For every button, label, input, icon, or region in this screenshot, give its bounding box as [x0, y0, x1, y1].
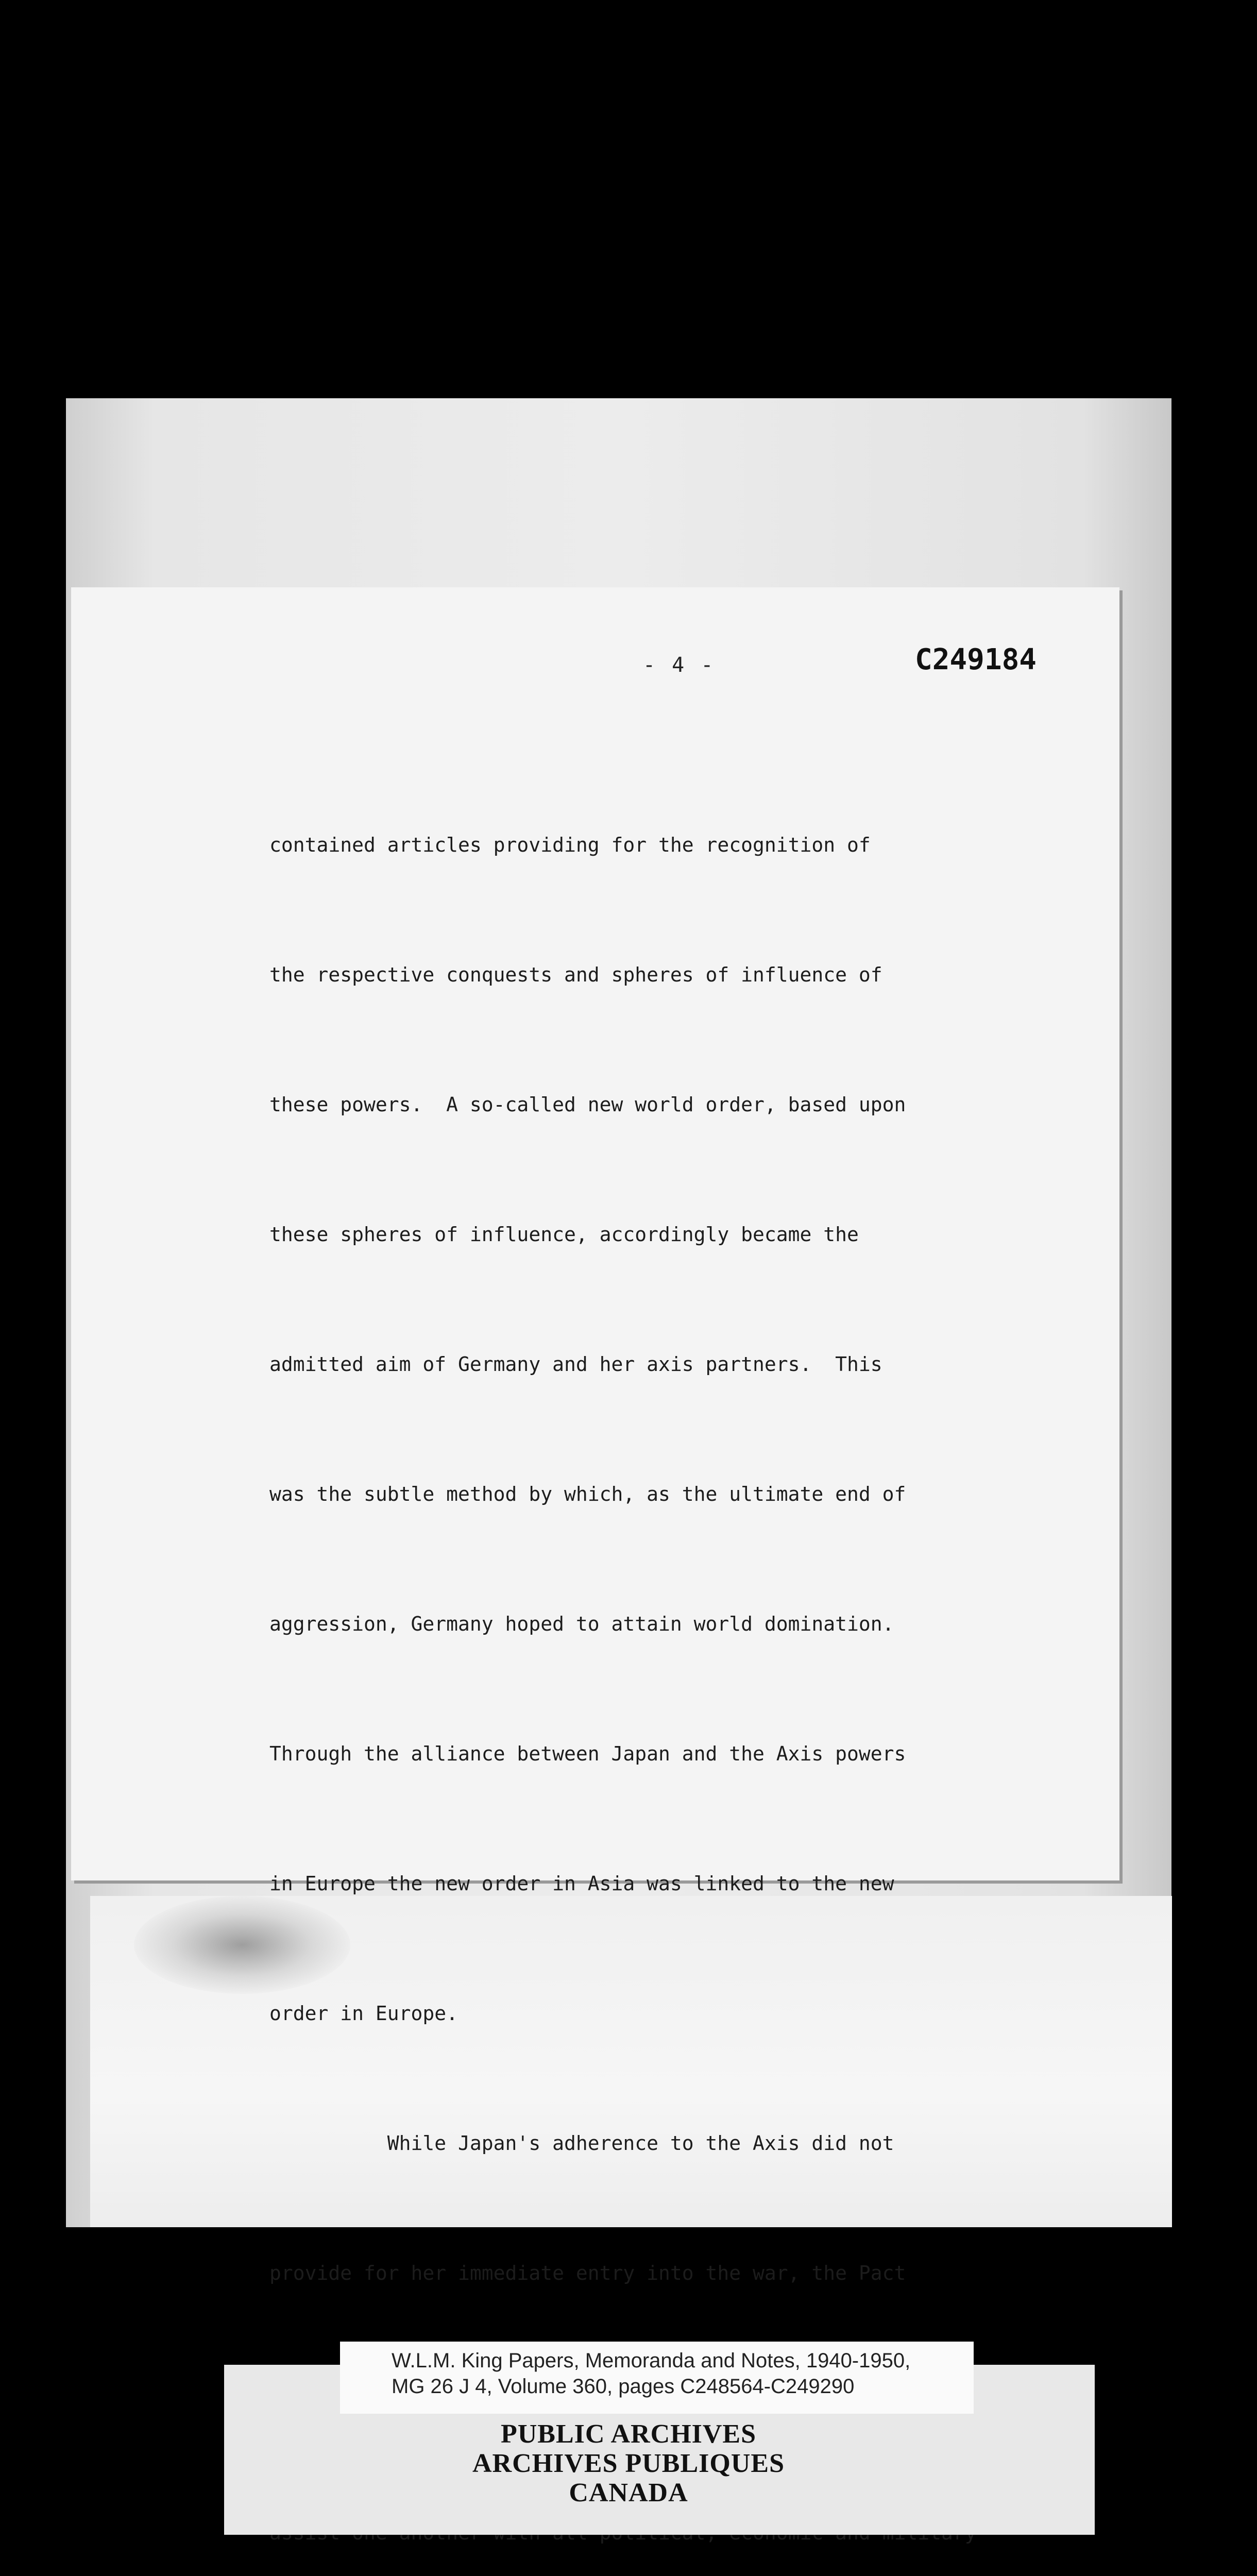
- archive-stamp-line-3: CANADA: [569, 2478, 688, 2507]
- page-number: - 4 -: [643, 653, 716, 677]
- text-line: these powers. A so-called new world order, based upon: [269, 1093, 906, 1116]
- text-line: aggression, Germany hoped to attain world domination.: [269, 1613, 894, 1635]
- archive-stamp-line-2: ARCHIVES PUBLIQUES: [472, 2449, 785, 2478]
- text-line: While Japan's adherence to the Axis did not: [269, 2132, 894, 2155]
- document-id: C249184: [915, 643, 1037, 676]
- citation-line-1: W.L.M. King Papers, Memoranda and Notes, 1940-1950,: [392, 2349, 911, 2372]
- text-line: provide for her immediate entry into the war, the Pact: [269, 2262, 906, 2284]
- text-line: Through the alliance between Japan and the Axis powers: [269, 1742, 906, 1765]
- typed-page: [71, 587, 1119, 2284]
- archive-stamp-line-1: PUBLIC ARCHIVES: [500, 2419, 757, 2449]
- text-line: the respective conquests and spheres of influence of: [269, 963, 882, 986]
- citation-line-2: MG 26 J 4, Volume 360, pages C248564-C249290: [392, 2375, 855, 2398]
- text-line: was the subtle method by which, as the ultimate end of: [269, 1483, 906, 1505]
- text-line: order in Europe.: [269, 2002, 458, 2025]
- body-text: [269, 737, 1094, 2576]
- text-line: contained articles providing for the recognition of: [269, 834, 871, 856]
- text-line: these spheres of influence, accordingly became the: [269, 1223, 859, 1246]
- text-line: in Europe the new order in Asia was linked to the new: [269, 1872, 894, 1895]
- text-line: admitted aim of Germany and her axis partners. This: [269, 1353, 882, 1376]
